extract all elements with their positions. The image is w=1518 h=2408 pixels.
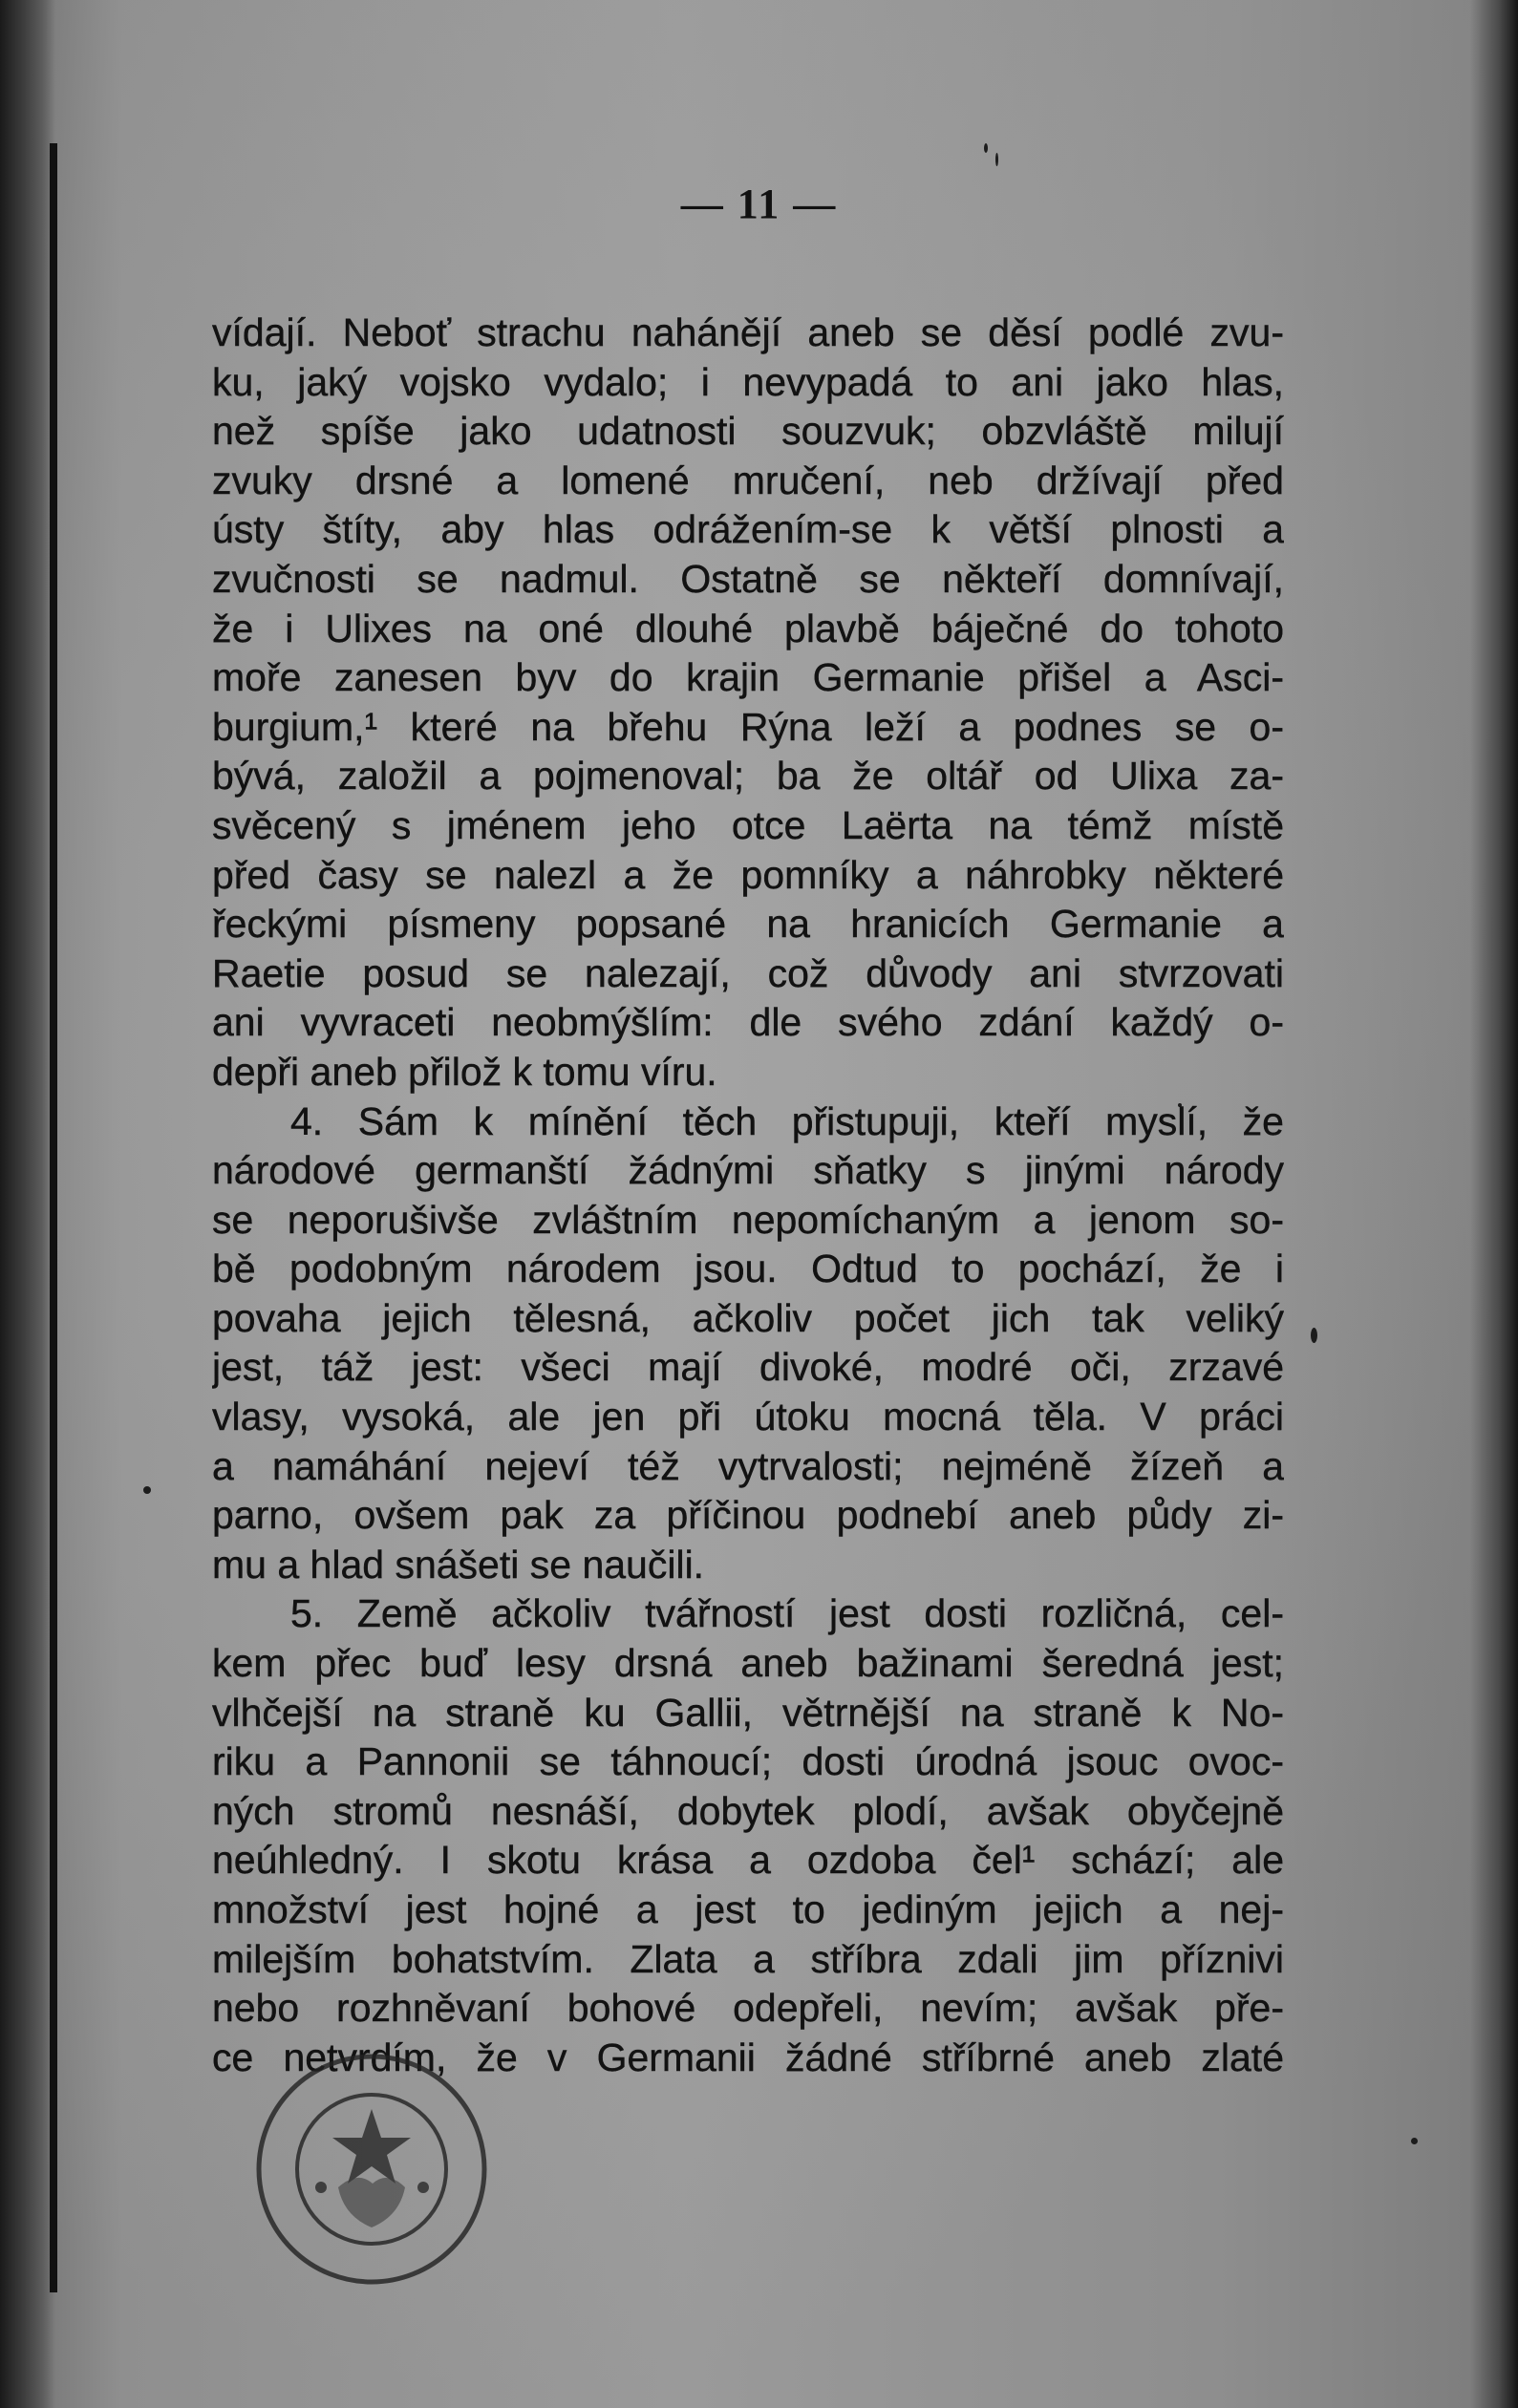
text-line: nebo rozhněvaní bohové odepřeli, nevím; avšak pře- (212, 1986, 1284, 2031)
body-text (212, 309, 1284, 2082)
text-line: než spíše jako udatnosti souzvuk; obzvláště milují (212, 409, 1284, 454)
ink-speck (1311, 1328, 1317, 1343)
text-line: se neporušivše zvláštním nepomíchaným a jenom so- (212, 1197, 1284, 1242)
text-line: riku a Pannonii se táhnoucí; dosti úrodná jsouc ovoc- (212, 1739, 1284, 1784)
text-line: ani vyvraceti neobmýšlím: dle svého zdání každý o- (212, 1000, 1284, 1045)
text-line: burgium,¹ které na břehu Rýna leží a podnes se o- (212, 704, 1284, 749)
text-line: ústy štíty, aby hlas odrážením-se k větší plnosti a (212, 507, 1284, 552)
text-line: vlhčejší na straně ku Gallii, větrnější na straně k No- (212, 1690, 1284, 1735)
page-edge-right (1470, 0, 1518, 2408)
text-line: neúhledný. I skotu krása a ozdoba čel¹ schází; ale (212, 1838, 1284, 1883)
text-line: řeckými písmeny popsané na hranicích Germanie a (212, 902, 1284, 947)
page-edge-left (0, 0, 55, 2408)
text-line: národové germanští žádnými sňatky s jinými národy (212, 1148, 1284, 1193)
text-line: zvučnosti se nadmul. Ostatně se někteří domnívají, (212, 556, 1284, 601)
page-number: — 11 — (680, 181, 838, 227)
text-line: zvuky drsné a lomené mručení, neb držívají před (212, 458, 1284, 502)
text-line: bě podobným národem jsou. Odtud to pochází, že i (212, 1247, 1284, 1291)
text-line: mu a hlad snášeti se naučili. (212, 1542, 705, 1587)
text-line: moře zanesen byv do krajin Germanie přišel a Asci- (212, 655, 1284, 700)
ink-speck (1411, 2138, 1418, 2144)
text-line: 5. Země ačkoliv tvářností jest dosti rozličná, cel- (290, 1591, 1284, 1636)
text-line: parno, ovšem pak za příčinou podnebí aneb půdy zi- (212, 1493, 1284, 1538)
text-line: Raetie posud se nalezají, což důvody ani stvrzovati (212, 950, 1284, 995)
text-line: kem přec buď lesy drsná aneb bažinami šeredná jest; (212, 1641, 1284, 1686)
text-line: ných stromů nesnáší, dobytek plodí, avšak obyčejně (212, 1788, 1284, 1833)
text-line: milejším bohatstvím. Zlata a stříbra zdali jim příznivi (212, 1936, 1284, 1981)
text-line: vlasy, vysoká, ale jen při útoku mocná těla. V práci (212, 1395, 1284, 1439)
text-line: depři aneb přilož k tomu víru. (212, 1049, 717, 1094)
ink-speck (995, 153, 998, 166)
text-line: svěcený s jménem jeho otce Laërta na témž místě (212, 802, 1284, 847)
text-line: bývá, založil a pojmenoval; ba že oltář od Ulixa za- (212, 754, 1284, 799)
binding-edge (50, 143, 57, 2292)
text-line: 4. Sám k mínění těch přistupuji, kteří myslí, že (290, 1098, 1284, 1143)
text-line: že i Ulixes na oné dlouhé plavbě báječné do tohoto (212, 606, 1284, 650)
text-line: vídají. Neboť strachu nahánějí aneb se děsí podlé zvu- (212, 310, 1284, 354)
text-line: jest, táž jest: všeci mají divoké, modré oči, zrzavé (212, 1345, 1284, 1390)
library-stamp-icon (246, 2044, 497, 2294)
text-line: ku, jaký vojsko vydalo; i nevypadá to ani jako hlas, (212, 359, 1284, 404)
text-line: povaha jejich tělesná, ačkoliv počet jich tak veliký (212, 1295, 1284, 1340)
text-line: a namáhání nejeví též vytrvalosti; nejméně žízeň a (212, 1443, 1284, 1488)
ink-speck (143, 1486, 151, 1494)
text-line: ce netvrdím, že v Germanii žádné stříbrné aneb zlaté (212, 2035, 1284, 2079)
text-line: množství jest hojné a jest to jediným jejich a nej- (212, 1887, 1284, 1931)
ink-speck (984, 143, 988, 153)
text-line: před časy se nalezl a že pomníky a náhrobky některé (212, 852, 1284, 897)
